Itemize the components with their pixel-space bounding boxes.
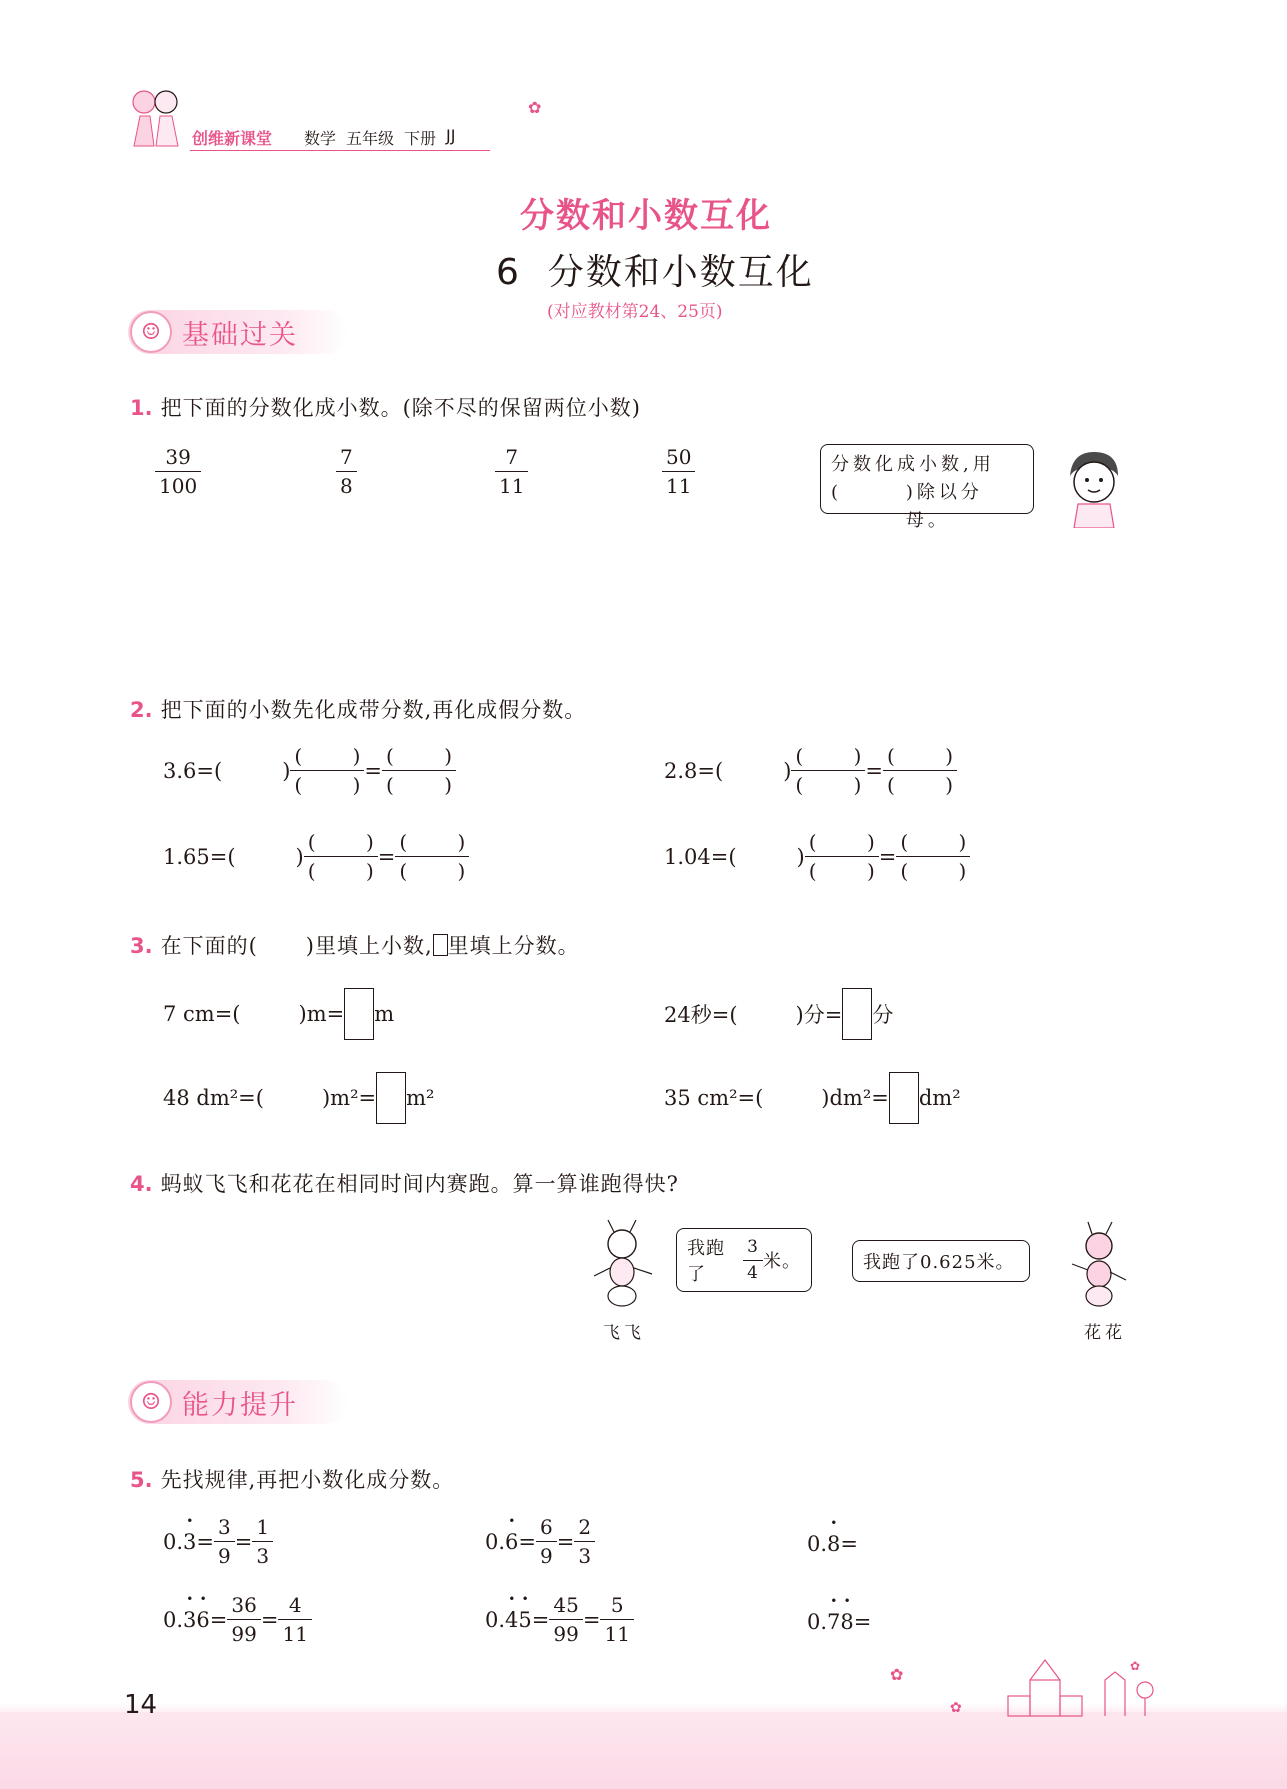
question-3 [130,930,580,960]
fraction-50-11: $\frac{50}{11}$ [662,446,695,497]
textbook-reference: (对应教材第24、25页) [547,302,723,322]
svg-text:✿: ✿ [950,1700,962,1716]
header-mascot [128,86,182,152]
brand-name: 创维新课堂 [192,129,273,148]
question-number: 5. [130,1468,153,1492]
boy-icon [1062,448,1124,528]
section-advanced [128,1380,348,1424]
q5-row1-item-1: 0. • 3 = $\frac{3}{9}$ = $\frac{1}{3}$ [163,1516,273,1567]
question-number: 3. [130,934,153,958]
huahua-name: 花花 [1084,1323,1126,1343]
mascot-badge-icon: ☺ [130,311,172,353]
blank-fraction[interactable]: ( ) ( ) [382,744,456,797]
question-4 [130,1168,679,1198]
question-number: 4. [130,1172,153,1196]
q5-row1-item-3: 0. • 8 = [807,1532,948,1556]
question-text: 把下面的小数先化成带分数,再化成假分数。 [160,698,587,722]
answer-box[interactable] [376,1072,406,1124]
question-text: 把下面的分数化成小数。(除不尽的保留两位小数) [160,396,641,420]
unit-title: 分数和小数互化 [520,196,772,236]
header-edition: JJ [446,126,456,145]
svg-text:✿: ✿ [890,1665,904,1684]
answer-box[interactable] [889,1072,919,1124]
answer-box[interactable] [344,988,374,1040]
question-text: 先找规律,再把小数化成分数。 [160,1468,455,1492]
blank-fraction[interactable]: ( ) ( ) [395,830,469,883]
box-symbol [433,934,448,956]
q5-row2-item-2: 0. • 4 • 5 = $\frac{45}{99}$ = $\frac{5}{11}$ [485,1594,634,1645]
section-advanced-label: 能力提升 [182,1389,298,1421]
blank-fraction[interactable]: ( ) ( ) [290,744,364,797]
huahua-speech-bubble: 我跑了0.625米。 [852,1240,1030,1282]
castle-decoration-icon [880,1650,1170,1718]
fraction-7-11: $\frac{7}{11}$ [495,446,528,497]
header-grade: 五年级 [346,129,395,148]
answer-box[interactable] [842,988,872,1040]
question-number: 2. [130,698,153,722]
question-5 [130,1464,454,1494]
q2-item-2-8: 2.8=( ) ( ) ( ) = ( ) ( ) [664,744,957,797]
hint-line-2: ( )除以分母。 [831,479,1023,535]
section-basic [128,310,348,354]
blank-fraction[interactable]: ( ) ( ) [791,744,865,797]
footer-band [0,1712,1287,1789]
q3-item-cm: 7 cm=( )m= m [163,988,394,1040]
q2-item-3-6: 3.6=( ) ( ) ( ) = ( ) ( ) [163,744,456,797]
q5-row2-item-3: 0. • 7 • 8 = [807,1610,961,1634]
blank-fraction[interactable]: ( ) ( ) [805,830,879,883]
q5-row2-item-1: 0. • 3 • 6 = $\frac{36}{99}$ = $\frac{4}{11}$ [163,1594,312,1645]
lesson-title: 6 分数和小数互化 [496,252,814,293]
hint-line-1: 分数化成小数,用 [831,454,995,475]
hint-bubble [820,444,1034,531]
fraction-39-100: $\frac{39}{100}$ [155,446,201,497]
svg-text:✿: ✿ [1130,1659,1141,1673]
feifei-name: 飞飞 [603,1323,645,1343]
blank-fraction[interactable]: ( ) ( ) [304,830,378,883]
ant-feifei-icon [590,1218,656,1310]
header-volume: 下册 [404,129,437,148]
header-rule [190,150,490,151]
question-text: 在下面的( )里填上小数, 里填上分数。 [160,934,580,958]
section-basic-label: 基础过关 [182,319,298,351]
blank-fraction[interactable]: ( ) ( ) [896,830,970,883]
q3-item-dm2: 48 dm²=( )m²= m² [163,1072,434,1124]
header-subject: 数学 [304,129,337,148]
question-2 [130,694,586,724]
blank-fraction[interactable]: ( ) ( ) [883,744,957,797]
question-text: 蚂蚁飞飞和花花在相同时间内赛跑。算一算谁跑得快? [160,1172,679,1196]
page-number: 14 [124,1690,158,1720]
feifei-speech-bubble: 我跑了 $\frac{3}{4}$ 米。 [676,1228,812,1292]
fraction-3-4: $\frac{3}{4}$ [743,1238,763,1282]
q3-item-cm2: 35 cm²=( )dm²= dm² [664,1072,961,1124]
hint-blank[interactable] [842,479,906,535]
fraction-7-8: $\frac{7}{8}$ [336,446,357,497]
header-breadcrumb [304,126,455,149]
q2-item-1-65: 1.65=( ) ( ) ( ) = ( ) ( ) [163,830,469,883]
ant-huahua-icon [1068,1220,1130,1310]
mascot-badge-icon: ☺ [130,1381,172,1423]
q3-item-sec: 24秒=( )分= 分 [664,988,893,1040]
q5-row1-item-2: 0. • 6 = $\frac{6}{9}$ = $\frac{2}{3}$ [485,1516,595,1567]
q2-item-1-04: 1.04=( ) ( ) ( ) = ( ) ( ) [664,830,970,883]
flower-icon: ✿ [528,98,542,117]
question-number: 1. [130,396,153,420]
question-1 [130,392,641,422]
